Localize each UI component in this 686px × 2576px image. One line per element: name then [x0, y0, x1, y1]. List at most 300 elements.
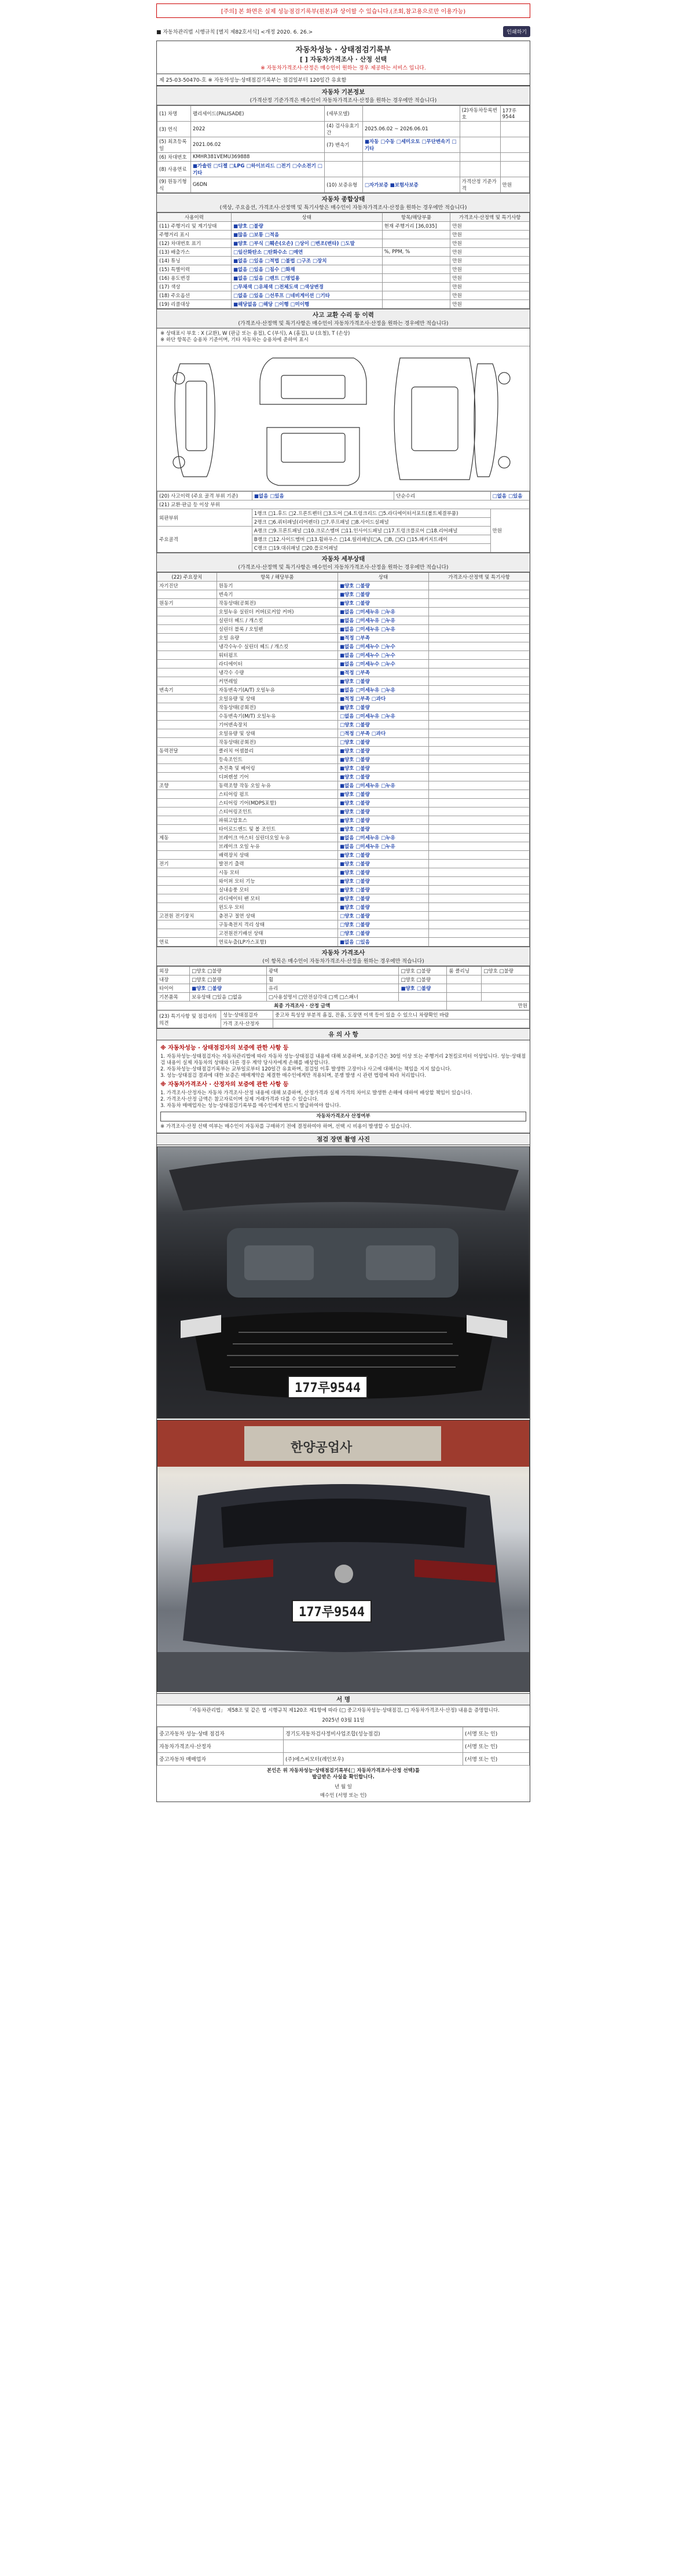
detail-cell: □적정 □부족 □과다	[338, 729, 428, 738]
summary-cell: ■없음 □있음 □렌트 □영업용	[231, 274, 382, 283]
photos-head: 점검 장면 촬영 사진	[157, 1133, 530, 1145]
price-cell	[447, 984, 482, 993]
section-summary	[157, 193, 530, 213]
detail-row	[157, 912, 530, 920]
detail-cell: 라디에이터 팬 모터	[217, 894, 338, 903]
detail-cell: □양호 □불량	[338, 929, 428, 938]
detail-cell	[157, 877, 217, 886]
detail-cell: ■양호 □불량	[338, 755, 428, 764]
buyer-confirm	[157, 1766, 530, 1802]
notes-paragraph: ※ 가격조사·산정 선택 여부는 매수인이 자동차를 구매하기 전에 결정하여야 하며, 선택 시 비용이 발생할 수 있습니다.	[160, 1124, 412, 1130]
inspector-opinion: 중고차 특성상 부분적 흠집, 잔흠, 도장면 이색 등이 있을 수 있으니 차량확인 바람	[273, 1011, 530, 1020]
detail-price-cell	[429, 582, 530, 590]
detail-row	[157, 781, 530, 790]
detail-cell: 디퍼렌셜 기어	[217, 773, 338, 781]
detail-cell: ■양호 □불량	[338, 773, 428, 781]
detail-price-cell	[429, 703, 530, 712]
signature-cell: (주)에스씨모터(레인보우)	[284, 1753, 463, 1766]
detail-cell: 실린더 블록 / 오일팬	[217, 625, 338, 634]
detail-cell: 등속조인트	[217, 755, 338, 764]
buyer-seal: (서명 또는 인)	[336, 1793, 367, 1799]
price-cell: 외장	[157, 967, 190, 975]
summary-col-header: 상태	[231, 213, 382, 222]
price-cell: ■양호 □불량	[399, 984, 447, 993]
detail-cell: ■양호 □불량	[338, 825, 428, 834]
summary-cell: 만원	[450, 248, 530, 257]
detail-cell	[157, 729, 217, 738]
summary-cell: ■없음 □있음 □침수 □화재	[231, 265, 382, 274]
price-cell: 보유상태 □있음 □없음	[190, 993, 267, 1002]
basic-cell: 177루9544	[500, 106, 529, 122]
detail-price-cell	[429, 868, 530, 877]
detail-row	[157, 738, 530, 747]
detail-price-cell	[429, 790, 530, 799]
detail-cell: 시동 모터	[217, 868, 338, 877]
detail-col-header: 상태	[338, 573, 428, 582]
detail-cell: 변속기	[217, 590, 338, 599]
detail-row	[157, 816, 530, 825]
detail-row	[157, 616, 530, 625]
basic-cell	[500, 122, 529, 137]
license-plate: 177루9544	[292, 1600, 372, 1623]
detail-row	[157, 660, 530, 668]
basic-row	[157, 137, 530, 153]
detail-price-cell	[429, 938, 530, 947]
print-button[interactable]: 인쇄하기	[503, 26, 530, 37]
detail-cell: ■없음 □미세누유 □누유	[338, 608, 428, 616]
price-table	[157, 966, 530, 1010]
basic-row	[157, 106, 530, 122]
outer-panel-rank2: 2랭크 □6.쿼터패널(리어펜더) □7.루프패널 □8.사이드실패널	[252, 518, 490, 527]
detail-price-cell	[429, 738, 530, 747]
basic-cell: 2025.06.02 ~ 2026.06.01	[362, 122, 460, 137]
basic-cell	[460, 122, 500, 137]
signature-row	[157, 1753, 530, 1766]
certificate-number: 제 25-03-50470-호 ※ 자동차성능·상태점검기록부는 점검일부터 120일간 유효함	[157, 74, 530, 86]
detail-price-cell	[429, 807, 530, 816]
basic-row	[157, 153, 530, 162]
basic-cell: 2022	[190, 122, 324, 137]
detail-cell	[157, 903, 217, 912]
summary-cell	[382, 265, 450, 274]
basic-cell: (6) 차대번호	[157, 153, 191, 162]
detail-cell: 제동	[157, 834, 217, 842]
detail-cell: 연료누출(LP가스포함)	[217, 938, 338, 947]
basic-cell	[325, 153, 363, 162]
summary-cell: 만원	[450, 239, 530, 248]
detail-cell: 브레이크 마스터 실린더오일 누유	[217, 834, 338, 842]
notes-heading-price: ※ 자동차가격조사 · 산정자의 보증에 관한 사항 등	[160, 1081, 289, 1088]
detail-cell	[157, 816, 217, 825]
final-price-label: 최종 가격조사 · 산정 금액	[157, 1002, 447, 1010]
detail-cell: 타이로드엔드 및 볼 조인트	[217, 825, 338, 834]
notes-paragraph: 1. 자동차성능·상태점검자는 자동차관리법에 따라 자동차 성능·상태점검 내용에 대해 보증하며, 보증기간은 30일 이상 또는 주행거리 2천킬로미터 이상입니다. 성능·상태점검 내용이 실제 자동차의 상태와 다른 경우 계약 당사자에게 손해를 배상합니다.	[160, 1054, 526, 1066]
basic-row	[157, 122, 530, 137]
section-accident	[157, 309, 530, 328]
basic-cell: 2021.06.02	[190, 137, 324, 153]
price-cell: 룸 클리닝	[447, 967, 482, 975]
detail-price-cell	[429, 747, 530, 755]
detail-row	[157, 886, 530, 894]
summary-row	[157, 283, 530, 291]
price-cell: □양호 □불량	[190, 967, 267, 975]
price-cell: 타이어	[157, 984, 190, 993]
detail-cell: 기어변속장치	[217, 721, 338, 729]
notes-head: 유 의 사 항	[157, 1028, 530, 1040]
notes-paragraph: 2. 자동차성능·상태점검기록부는 교부일로부터 120일간 유효하며, 점검일 이후 발생한 고장이나 사고에 대해서는 책임을 지지 않습니다.	[160, 1066, 452, 1072]
detail-cell	[157, 929, 217, 938]
simple-repair-label: 단순수리	[394, 492, 490, 500]
summary-cell: (13) 배출가스	[157, 248, 232, 257]
rear-photo	[157, 1420, 530, 1692]
summary-cell: (11) 주행거리 및 계기상태	[157, 222, 232, 231]
inspector-label: 성능·상태점검자	[221, 1011, 273, 1020]
basic-cell: (세부모델)	[325, 106, 363, 122]
detail-price-cell	[429, 608, 530, 616]
detail-cell	[157, 590, 217, 599]
detail-col-header: (22) 주요장치	[157, 573, 217, 582]
detail-row	[157, 703, 530, 712]
shop-banner: 한양공업사	[291, 1441, 353, 1455]
summary-row	[157, 239, 530, 248]
detail-cell	[157, 825, 217, 834]
summary-cell	[382, 239, 450, 248]
detail-cell	[157, 851, 217, 860]
detail-cell: 워터펌프	[217, 651, 338, 660]
detail-cell	[157, 625, 217, 634]
signature-cell: 중고자동차 매매업자	[157, 1753, 284, 1766]
frame-rank-b: B랭크 □12.사이드멤버 □13.휠하우스 □14.필러패널(□A, □B, □C) □15.패키지트레이	[252, 535, 490, 544]
section-title: 자동차 종합상태	[321, 196, 365, 203]
detail-price-cell	[429, 590, 530, 599]
price-cell: □양호 □불량	[399, 967, 447, 975]
detail-cell	[157, 616, 217, 625]
detail-row	[157, 599, 530, 608]
special-table	[157, 1010, 530, 1028]
detail-row	[157, 729, 530, 738]
detail-cell: ■없음 □미세누유 □누유	[338, 616, 428, 625]
signature-row	[157, 1740, 530, 1753]
sign-head: 서 명	[157, 1693, 530, 1705]
detail-cell: 조향	[157, 781, 217, 790]
detail-cell	[157, 920, 217, 929]
basic-cell: (4) 검사유효기간	[325, 122, 363, 137]
detail-cell: ■양호 □불량	[338, 886, 428, 894]
detail-price-cell	[429, 860, 530, 868]
basic-cell: (7) 변속기	[325, 137, 363, 153]
detail-price-cell	[429, 755, 530, 764]
document	[156, 0, 530, 1802]
price-row	[157, 993, 530, 1002]
detail-row	[157, 825, 530, 834]
signature-cell: (서명 또는 인)	[463, 1727, 530, 1740]
final-price-value: 만원	[447, 1002, 530, 1010]
detail-row	[157, 721, 530, 729]
form-title-note: ※ 자동차가격조사·산정은 매수인이 원하는 경우 제공하는 서비스 입니다.	[261, 65, 426, 71]
detail-row	[157, 668, 530, 677]
frame-rank-a: A랭크 □9.프론트패널 □10.크로스멤버 □11.인사이드패널 □17.트렁크플로어 □18.리어패널	[252, 527, 490, 535]
detail-row	[157, 712, 530, 721]
summary-cell: 주행거리 표시	[157, 231, 232, 239]
summary-table	[157, 213, 530, 309]
summary-col-header: 가격조사·산정액 및 특기사항	[450, 213, 530, 222]
basic-cell	[362, 106, 460, 122]
summary-cell	[382, 274, 450, 283]
summary-row	[157, 265, 530, 274]
section-basic-info	[157, 86, 530, 105]
legend-text: ※ 상태표시 부호 : X (교환), W (판금 또는 용접), C (부식), A (흠집), U (요철), T (손상)	[160, 331, 350, 337]
summary-cell: ■없음 □있음 □적법 □불법 □구조 □장치	[231, 257, 382, 265]
detail-price-cell	[429, 920, 530, 929]
detail-row	[157, 903, 530, 912]
detail-price-cell	[429, 721, 530, 729]
car-outline-image	[157, 346, 530, 491]
form-reference: ■ 자동차관리법 시행규칙 [별지 제82호서식] <개정 2020. 6. 26.>	[156, 30, 313, 35]
summary-row	[157, 231, 530, 239]
summary-cell: 만원	[450, 300, 530, 309]
detail-cell: 원동기	[217, 582, 338, 590]
detail-price-cell	[429, 816, 530, 825]
detail-price-cell	[429, 799, 530, 807]
summary-cell: 만원	[450, 274, 530, 283]
signature-cell: 경기도자동차검사정비사업조합(성능점검)	[284, 1727, 463, 1740]
basic-cell: KMHR381VEMU369888	[190, 153, 324, 162]
detail-cell	[157, 894, 217, 903]
detail-cell: 오일 유량	[217, 634, 338, 642]
detail-cell: □양호 □불량	[338, 721, 428, 729]
detail-cell: 윈도우 모터	[217, 903, 338, 912]
detail-row	[157, 799, 530, 807]
basic-cell	[362, 162, 460, 177]
detail-row	[157, 929, 530, 938]
signature-cell	[284, 1740, 463, 1753]
summary-cell: (17) 색상	[157, 283, 232, 291]
detail-cell: ■없음 □있음	[338, 938, 428, 947]
section-subtitle: (가격조사·산정액 및 특기사항은 매수인이 자동차가격조사·산정을 원하는 경우에만 적습니다)	[238, 321, 449, 327]
detail-cell	[157, 660, 217, 668]
detail-row	[157, 651, 530, 660]
detail-cell: ■양호 □불량	[338, 747, 428, 755]
section-subtitle: (이 항목은 매수인이 자동차가격조사·산정을 원하는 경우에만 적습니다)	[262, 959, 424, 964]
accident-history-label: (20) 사고이력 (주요 골격 부위 기준)	[157, 492, 252, 500]
detail-row	[157, 807, 530, 816]
basic-cell	[362, 153, 460, 162]
price-cell: □양호 □불량	[482, 967, 530, 975]
price-cell: □양호 □불량	[190, 975, 267, 984]
detail-cell: 연료	[157, 938, 217, 947]
form-title-main: 자동차성능 · 상태점검기록부	[295, 46, 391, 54]
detail-price-cell	[429, 781, 530, 790]
detail-cell: ■양호 □불량	[338, 903, 428, 912]
detail-price-cell	[429, 877, 530, 886]
detail-cell: ■없음 □미세누유 □누유	[338, 834, 428, 842]
buyer-confirm-text: 본인은 위 자동차성능·상태점검기록부(□ 자동차가격조사·산정 선택)를	[266, 1768, 420, 1774]
price-cell	[482, 984, 530, 993]
detail-price-cell	[429, 686, 530, 695]
basic-cell	[500, 153, 529, 162]
summary-row	[157, 222, 530, 231]
detail-price-cell	[429, 894, 530, 903]
detail-cell: 작동상태(공회전)	[217, 599, 338, 608]
detail-cell: ■양호 □불량	[338, 851, 428, 860]
price-assessor-opinion	[273, 1020, 530, 1028]
basic-cell: ■자동 □수동 □세미오토 □무단변속기 □기타	[362, 137, 460, 153]
detail-cell: 냉각수누수 실린더 헤드 / 개스킷	[217, 642, 338, 651]
summary-cell: (16) 용도변경	[157, 274, 232, 283]
summary-cell: (18) 주요옵션	[157, 291, 232, 300]
notes-body	[157, 1040, 530, 1133]
detail-price-cell	[429, 695, 530, 703]
basic-cell: □자가보증 ■보험사보증	[362, 177, 460, 193]
detail-cell: 고전원 전기장치	[157, 912, 217, 920]
price-cell: □사용설명서 □안전삼각대 □잭 □스패너	[266, 993, 399, 1002]
detail-price-cell	[429, 651, 530, 660]
notes-paragraph: 3. 성능·상태점검 결과에 대한 보증은 매매계약을 체결한 매수인에게만 적용되며, 분쟁 발생 시 관련 법령에 따라 처리합니다.	[160, 1073, 427, 1079]
detail-cell: 스티어링 펌프	[217, 790, 338, 799]
form-title	[157, 41, 530, 74]
detail-cell	[157, 677, 217, 686]
detail-row	[157, 790, 530, 799]
notes-heading-inspector: ※ 자동차성능 · 상태점검자의 보증에 관한 사항 등	[160, 1045, 289, 1051]
summary-cell: □없음 □있음 □선루프 □네비게이션 □기타	[231, 291, 382, 300]
detail-cell: ■양호 □불량	[338, 599, 428, 608]
sign-statement-text: 「자동차관리법」 제58조 및 같은 법 시행규칙 제120조 제1항에 따라 (□ 중고자동차성능·상태점검, □ 자동차가격조사·산정) 내용을 증명합니다.	[187, 1708, 500, 1713]
accident-table	[157, 491, 530, 553]
basic-cell: G6DN	[190, 177, 324, 193]
detail-cell: ■양호 □불량	[338, 677, 428, 686]
detail-cell	[157, 703, 217, 712]
detail-cell: ■양호 □불량	[338, 816, 428, 825]
buyer-date: 년 월 일	[334, 1784, 353, 1790]
detail-cell: 클러치 어셈블리	[217, 747, 338, 755]
detail-cell: 실내송풍 모터	[217, 886, 338, 894]
buyer-label: 매수인	[320, 1793, 335, 1799]
detail-cell	[157, 668, 217, 677]
detail-cell: 동력조향 작동 오일 누유	[217, 781, 338, 790]
detail-cell: ■양호 □불량	[338, 790, 428, 799]
notes-paragraph: 1. 가격조사·산정자는 자동차 가격조사·산정 내용에 대해 보증하며, 산정가격과 실제 가격의 차이로 발생한 손해에 대하여 배상할 책임이 있습니다.	[160, 1090, 472, 1096]
detail-cell	[157, 634, 217, 642]
basic-cell: ■가솔린 □디젤 □LPG □하이브리드 □전기 □수소전기 □기타	[190, 162, 324, 177]
detail-row	[157, 625, 530, 634]
detail-price-cell	[429, 625, 530, 634]
detail-cell: ■양호 □불량	[338, 868, 428, 877]
detail-cell	[157, 764, 217, 773]
basic-cell: (1) 차명	[157, 106, 191, 122]
basic-row	[157, 162, 530, 177]
detail-price-cell	[429, 851, 530, 860]
detail-cell	[157, 807, 217, 816]
detail-row	[157, 877, 530, 886]
summary-cell: (15) 특별이력	[157, 265, 232, 274]
detail-cell: 오일유량 및 상태	[217, 695, 338, 703]
summary-cell	[382, 231, 450, 239]
summary-cell: 만원	[450, 291, 530, 300]
detail-row	[157, 773, 530, 781]
basic-cell: (3) 연식	[157, 122, 191, 137]
notes-paragraph: 2. 가격조사·산정 금액은 참고자료이며 실제 거래가격과 다를 수 있습니다.	[160, 1097, 319, 1102]
detail-cell: □없음 □미세누유 □누유	[338, 712, 428, 721]
detail-cell: ■양호 □불량	[338, 799, 428, 807]
detail-cell: ■적정 □부족	[338, 668, 428, 677]
detail-cell: 자동변속기(A/T) 오일누유	[217, 686, 338, 695]
price-cell: 광택	[266, 967, 399, 975]
signature-cell: (서명 또는 인)	[463, 1740, 530, 1753]
topbar	[156, 26, 530, 37]
detail-price-cell	[429, 929, 530, 938]
simple-repair-value: □없음 □있음	[490, 492, 529, 500]
detail-col-header: 가격조사·산정액 및 특기사항	[429, 573, 530, 582]
detail-row	[157, 686, 530, 695]
detail-cell: 오일유량 및 상태	[217, 729, 338, 738]
buyer-confirm-text: 발급받은 사실을 확인합니다.	[312, 1774, 375, 1780]
summary-row	[157, 274, 530, 283]
detail-row	[157, 582, 530, 590]
detail-cell: 실린더 헤드 / 개스킷	[217, 616, 338, 625]
summary-cell: (14) 튜닝	[157, 257, 232, 265]
summary-cell: ■해당없음 □해당 □이행 □미이행	[231, 300, 382, 309]
detail-cell: 동력전달	[157, 747, 217, 755]
section-title: 자동차 기본정보	[321, 89, 365, 96]
detail-cell: 커먼레일	[217, 677, 338, 686]
detail-cell: 스티어링조인트	[217, 807, 338, 816]
price-row	[157, 984, 530, 993]
detail-cell: 변속기	[157, 686, 217, 695]
detail-price-cell	[429, 903, 530, 912]
detail-cell: 충전구 절연 상태	[217, 912, 338, 920]
detail-cell	[157, 886, 217, 894]
detail-cell: 전기	[157, 860, 217, 868]
signature-cell: 자동차가격조사·산정자	[157, 1740, 284, 1753]
detail-cell: ■양호 □불량	[338, 860, 428, 868]
detail-price-cell	[429, 886, 530, 894]
detail-cell: ■없음 □미세누유 □누유	[338, 842, 428, 851]
summary-cell: ■양호 □부식 □훼손(오손) □상이 □변조(변타) □도말	[231, 239, 382, 248]
section-subtitle: (가격조사·산정액 및 특기사항은 매수인이 자동차가격조사·산정을 원하는 경우에만 적습니다)	[238, 565, 449, 571]
detail-cell: 냉각수 수량	[217, 668, 338, 677]
detail-cell: 발전기 출력	[217, 860, 338, 868]
car-diagram	[157, 346, 530, 491]
detail-row	[157, 677, 530, 686]
detail-cell	[157, 755, 217, 764]
detail-row	[157, 868, 530, 877]
detail-price-cell	[429, 616, 530, 625]
basic-cell: (8) 사용연료	[157, 162, 191, 177]
basic-cell: 가격산정 기준가격	[460, 177, 500, 193]
basic-info-table	[157, 105, 530, 193]
accident-legend	[157, 328, 530, 346]
signature-cell: (서명 또는 인)	[463, 1753, 530, 1766]
summary-cell: 만원	[450, 265, 530, 274]
detail-price-cell	[429, 599, 530, 608]
summary-cell: (19) 리콜대상	[157, 300, 232, 309]
detail-cell	[157, 721, 217, 729]
detail-cell: 작동상태(공회전)	[217, 738, 338, 747]
summary-cell: ■많음 □보통 □적음	[231, 231, 382, 239]
summary-cell	[382, 283, 450, 291]
summary-row	[157, 300, 530, 309]
detail-cell: ■없음 □미세누유 □누유	[338, 686, 428, 695]
basic-cell: (2)자동차등록번호	[460, 106, 500, 122]
summary-cell	[382, 300, 450, 309]
outer-panel-rank1: 1랭크 □1.후드 □2.프론트펜더 □3.도어 □4.트렁크리드 □5.라디에이터서포트(볼트체결부품)	[252, 509, 490, 518]
basic-cell: (5) 최초등록일	[157, 137, 191, 153]
detail-cell: ■양호 □불량	[338, 877, 428, 886]
detail-price-cell	[429, 834, 530, 842]
detail-cell	[157, 642, 217, 651]
section-title: 자동차 세부상태	[321, 556, 365, 562]
detail-cell: ■양호 □불량	[338, 764, 428, 773]
